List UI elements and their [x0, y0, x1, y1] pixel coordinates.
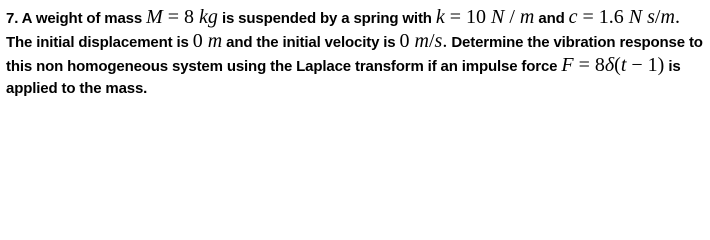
- math-expression-damping: c = 1.6 N s/m.: [568, 6, 680, 28]
- math-expression-velocity: 0 m/s.: [399, 30, 448, 52]
- math-expression-mass: M = 8 kg: [146, 6, 218, 28]
- math-expression-impulse-force: F = 8δ(t − 1): [561, 54, 665, 76]
- problem-statement: [6, 6, 704, 100]
- problem-text: applied to the mass.: [6, 80, 148, 97]
- problem-text: this non homogeneous system using the Laplace transform if an impulse force: [6, 58, 562, 75]
- problem-text: is suspended by a spring with: [217, 10, 436, 27]
- problem-text: and: [534, 10, 569, 27]
- problem-text: The initial displacement is: [6, 34, 193, 51]
- problem-line-4: [6, 78, 704, 100]
- problem-text: and the initial velocity is: [222, 34, 400, 51]
- math-expression-displacement: 0 m: [192, 30, 223, 52]
- problem-text: 7. A weight of mass: [6, 10, 147, 27]
- problem-line-2: [6, 30, 704, 54]
- math-expression-spring-constant: k = 10 N / m: [435, 6, 535, 28]
- problem-line-3: [6, 54, 704, 78]
- problem-line-1: [6, 6, 704, 30]
- problem-text: Determine the vibration response to: [447, 34, 703, 51]
- problem-text: is: [664, 58, 681, 75]
